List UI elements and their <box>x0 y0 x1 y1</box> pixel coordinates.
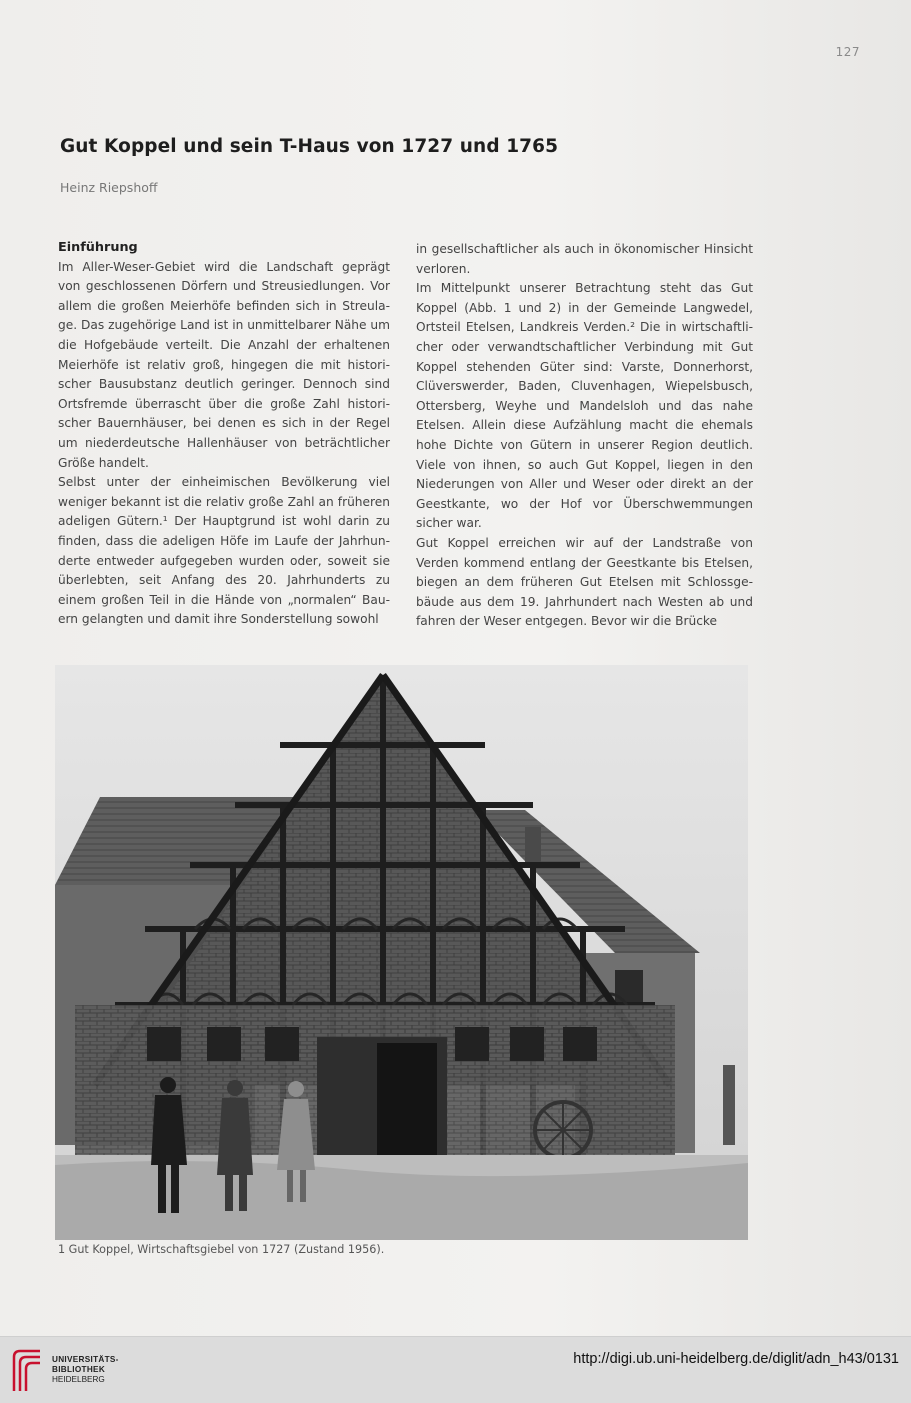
library-name-line2: BIBLIOTHEK <box>52 1365 106 1374</box>
article-title: Gut Koppel und sein T-Haus von 1727 und 1765 <box>60 136 559 157</box>
paragraph: Im Mittelpunkt unserer Betrachtung steht das Gut Koppel (Abb. 1 und 2) in der Gemeinde Langwedel, Ortsteil Etelsen, Landkreis Verden.² Die in wirtschaftlicher oder verwandtschaftlicher Verbindung mit Gut Koppel stehenden Güter sind: Varste, Donnerhorst, Clüverswerder, Baden, Cluvenhagen, Wiepelsbusch, Ottersberg, Weyhe und Mandelsloh und das nahe Etelsen. Allein diese Aufzählung macht die ehemals hohe Dichte von Gütern in unserer Region deutlich. Viele von ihnen, so auch Gut Koppel, liegen in den Niederungen von Aller und Weser oder direkt an der Geestkante, wo der Hof vor Überschwemmungen sicher war. <box>416 281 753 531</box>
article-author: Heinz Riepshoff <box>60 180 158 195</box>
farmhouse-photo-illustration <box>55 665 748 1240</box>
left-column <box>58 238 390 630</box>
library-name-line1: UNIVERSITÄTS- <box>52 1355 119 1364</box>
paragraph: in gesellschaftlicher als auch in ökonomischer Hinsicht verloren. <box>416 242 753 276</box>
paragraph: Gut Koppel erreichen wir auf der Landstraße von Verden kommend entlang der Geestkante bis Etelsen, biegen an dem früheren Gut Etelsen mit Schlossgebäude aus dem 19. Jahrhundert nach Westen ab und fahren der Weser entgegen. Bevor wir die Brücke <box>416 535 753 629</box>
university-library-logo-icon <box>10 1347 44 1393</box>
library-name <box>52 1355 119 1385</box>
section-heading: Einführung <box>58 240 138 255</box>
figure-caption: 1 Gut Koppel, Wirtschaftsgiebel von 1727 (Zustand 1956). <box>58 1243 385 1256</box>
figure-photo-farmhouse-gable <box>55 665 748 1240</box>
paragraph: Selbst unter der einheimischen Bevölkerung viel weniger bekannt ist die relativ große Zahl an früheren adeligen Gütern.¹ Der Hauptgrund ist wohl darin zu finden, dass die adeligen Höfe im Laufe der Jahrhunderte entweder aufgegeben wurden oder, soweit sie überlebten, seit Anfang des 20. Jahrhunderts zu einem großen Teil in die Hände von „normalen“ Bauern gelangten und damit ihre Sonderstellung sowohl <box>58 475 390 627</box>
paragraph: Im Aller-Weser-Gebiet wird die Landschaft geprägt von geschlossenen Dörfern und Streusiedlungen. Vor allem die großen Meierhöfe befinden sich in Streulage. Das zugehörige Land ist in unmittelbarer Nähe um die Hofgebäude verteilt. Die Anzahl der erhaltenen Meierhöfe ist relativ groß, hingegen die mit historischer Bausubstanz deutlich geringer. Dennoch sind Ortsfremde überrascht über die große Zahl historischer Bauernhäuser, bei denen es sich in der Regel um niederdeutsche Hallenhäuser von beträchtlicher Größe handelt. <box>58 259 390 470</box>
permalink-url[interactable]: http://digi.ub.uni-heidelberg.de/diglit/adn_h43/0131 <box>573 1351 899 1367</box>
right-column <box>416 240 753 632</box>
library-name-line3: HEIDELBERG <box>52 1375 105 1384</box>
page-number: 127 <box>835 45 860 59</box>
digitization-footer <box>0 1336 911 1403</box>
